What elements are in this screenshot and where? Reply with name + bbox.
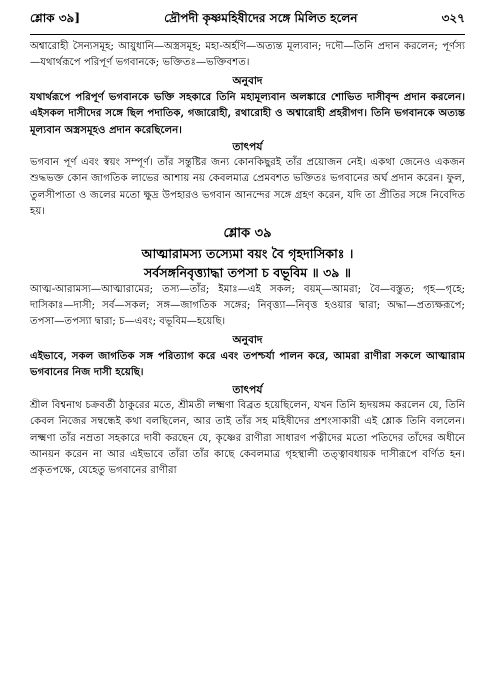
page-number: ৩২৭ xyxy=(441,11,465,25)
header-chapter-title: দ্রৌপদী কৃষ্ণমহিষীদের সঙ্গে মিলিত হলেন xyxy=(164,11,358,25)
header-verse-ref: শ্লোক ৩৯] xyxy=(30,11,81,25)
translation-text-2: এইভাবে, সকল জাগতিক সঙ্গ পরিত্যাগ করে এবং তপশ্চর্যা পালন করে, আমরা রাণীরা সকলে আত্মারাম ভগবানের নিজ দাসী হয়েছি। xyxy=(30,349,465,379)
purport-heading-2: তাৎপর্য xyxy=(232,383,263,396)
running-header xyxy=(30,10,465,35)
synonyms: আত্ম-আরামস্য—আত্মারামের; তস্য—তাঁর; ইমাঃ—এই সকল; বয়ম্—আমরা; বৈ—বস্তুত; গৃহ—গৃহে; দাসিকাঃ—দাসী; সর্ব—সকল; সঙ্গ—জাগতিক সঙ্গের; নিবৃত্ত্যা—নিবৃত্ত হওয়ার দ্বারা; অদ্ধা—প্রত্যক্ষরূপে; তপসা—তপস্যা দ্বারা; চ—এবং; বভূবিম—হয়েছি। xyxy=(30,283,465,328)
translation-heading-2: অনুবাদ xyxy=(232,333,263,346)
translation-heading: অনুবাদ xyxy=(232,74,263,87)
verse-line-2: সর্বসঙ্গনিবৃত্ত্যাদ্ধা তপসা চ বভূবিম ॥ ৩৯ ॥ xyxy=(143,264,351,280)
purport-text: ভগবান পূর্ণ এবং স্বয়ং সম্পূর্ণ। তাঁর সন্তুষ্টির জন্য কোনকিছুরই তাঁর প্রয়োজন নেই। একথা জেনেও একজন শুদ্ধভক্ত কোন জাগতিক লাভের আশায় নয় কেবলমাত্র প্রেমবশত ভক্তিতঃ ভগবানের অর্ঘ প্রদান করেন। ফুল, তুলসীপাতা ও জলের মতো ক্ষুদ্র উপহারও ভগবান আনন্দের সঙ্গে গ্রহণ করেন, যদি তা প্রীতির সঙ্গে নিবেদিত হয়। xyxy=(30,157,465,218)
verse-title: শ্লোক ৩৯ xyxy=(223,225,272,241)
verse-line-1: আত্মারামস্য তস্যেমা বয়ং বৈ গৃহদাসিকাঃ । xyxy=(141,245,354,261)
purport-text-2: শ্রীল বিশ্বনাথ চক্রবর্তী ঠাকুরের মতে, শ্রীমতী লক্ষ্মণা বিব্রত হয়েছিলেন, যখন তিনি হৃদয়ঙ্গম করলেন যে, তিনি কেবল নিজের সম্বন্ধেই কথা বলছিলেন, আর তাই তাঁর সহ মহিষীদের প্রশংসাকারী এই শ্লোক তিনি বললেন। লক্ষ্মণা তাঁর নম্রতা সহকারে দাবী করছেন যে, কৃষ্ণের রাণীরা সাধারণ পত্নীদের মতো পতিদের তাঁদের অধীনে আনয়ন করেন না আর এইভাবে তাঁরা তাঁর কাছে কেবলমাত্র গৃহস্থালী তত্ত্বাবধায়ক দাসীরূপে বর্ণিত হন। প্রকৃতপক্ষে, যেহেতু ভগবানের রাণীরা xyxy=(30,399,465,477)
synonyms-continued: অশ্বারোহী সৈন্যসমূহ; আয়ুধানি—অস্ত্রসমূহ; মহা-অর্হণি—অত্যন্ত মূল্যবান; দদৌ—তিনি প্রদান করলেন; পূর্ণস্য—যথার্থরূপে পরিপূর্ণ ভগবানকে; ভক্তিতঃ—ভক্তিবশত। xyxy=(30,41,465,69)
purport-heading: তাৎপর্য xyxy=(232,141,263,154)
translation-text: যথার্থরূপে পরিপূর্ণ ভগবানকে ভক্তি সহকারে তিনি মহামূল্যবান অলঙ্কারে শোভিত দাসীবৃন্দ প্রদান করলেন। এইসকল দাসীদের সঙ্গে ছিল পদাতিক, গজারোহী, রথারোহী ও অশ্বারোহী প্রহরীগণ। তিনি ভগবানকে অত্যন্ত মূল্যবান অস্ত্রসমূহও প্রদান করেছিলেন। xyxy=(30,90,465,136)
